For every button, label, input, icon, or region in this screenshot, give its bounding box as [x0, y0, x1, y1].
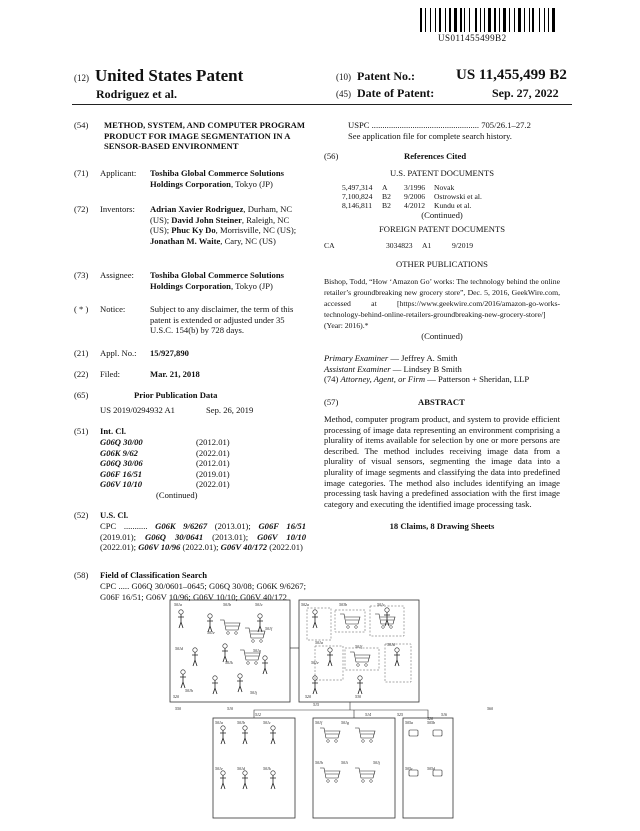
int-cl-class: G06K 9/62: [100, 447, 138, 458]
code-74: (74): [324, 374, 339, 385]
code-65: (65): [74, 390, 89, 400]
person-figure: [243, 771, 247, 775]
person-figure: [258, 614, 262, 618]
applicant-label: Applicant:: [100, 168, 137, 178]
prior-pub-heading: Prior Publication Data: [134, 390, 218, 400]
left-column: [74, 120, 306, 614]
person-figure: [178, 614, 184, 628]
applicant-short: Rodriguez et al.: [96, 87, 177, 101]
primary-examiner-label: Primary Examiner: [324, 353, 389, 364]
code-10: (10): [336, 72, 351, 82]
fig-category-label: 501h: [315, 760, 323, 765]
code-21: (21): [74, 348, 89, 358]
fig-scene-label: 501c: [255, 602, 263, 607]
person-figure: [237, 678, 243, 692]
code-52: (52): [74, 510, 89, 520]
us-cl-value: [100, 521, 306, 553]
foreign-doc-row: [324, 241, 560, 251]
person-figure: [221, 726, 225, 730]
int-cl-date: (2019.01): [196, 468, 230, 479]
cpc-date: (2013.01);: [207, 521, 259, 531]
assignee-name: Toshiba Global Commerce Solutions Holdings Corporation: [150, 270, 284, 291]
us-doc-row: [324, 201, 560, 210]
cart-figure: [375, 614, 395, 624]
person-figure: [220, 775, 226, 789]
person-figure: [312, 680, 318, 694]
claims-count: 18 Claims, 8 Drawing Sheets: [389, 521, 495, 532]
int-cl-table: [100, 437, 300, 501]
field-56: [324, 151, 560, 162]
person-figure: [208, 614, 212, 618]
fig-segment-label: 501e: [311, 660, 319, 665]
fig-scene-label: 501g: [253, 648, 261, 653]
inventor-loc: , Morrisville, NC (US);: [215, 225, 297, 236]
fig-category-label: 505c: [405, 766, 413, 771]
cart-figure: [355, 728, 375, 738]
doc-date: 9/2006: [404, 191, 426, 201]
fig-scene-label: 501j: [250, 690, 258, 695]
fig-category-label: 501i: [341, 760, 349, 765]
assistant-examiner-label: Assistant Examiner: [324, 363, 391, 374]
fig-category-label: 501k: [263, 766, 271, 771]
inventors-label: Inventors:: [100, 204, 135, 214]
fig-ref-label: 560: [487, 706, 493, 711]
person-figure: [243, 726, 247, 730]
fig-category-label: 505b: [427, 720, 435, 725]
code-51: (51): [74, 426, 89, 436]
fig-category-label: 501f: [315, 720, 323, 725]
person-figure: [327, 652, 333, 666]
person-figure: [242, 730, 248, 744]
fig-ref-label: 526: [427, 716, 433, 721]
references-heading: References Cited: [404, 151, 467, 162]
cart-figure: [320, 768, 340, 778]
item-figure: [409, 730, 418, 736]
barcode: [420, 8, 558, 32]
fig-segment-label: 503b: [339, 602, 347, 607]
us-cl-label: U.S. Cl.: [100, 510, 129, 520]
abstract-text: Method, computer program product, and system to provide efficient processing of image data representing an environment comprising a plurality of items available for selection by one or more persons are described. The method includes receiving image data from a plurality of visual sensors, segmenting the image data into a plurality of image segments and classifying the data into predefined image categories. The method also includes identifying an image processing task having a predefined association with the first image category and executing the identified image processing task.: [324, 413, 560, 509]
patent-number: US 11,455,499 B2: [456, 67, 567, 83]
cart-figure: [350, 652, 370, 662]
doc-name: Kundu et al.: [434, 200, 472, 210]
figure-drawing: [165, 598, 545, 826]
int-cl-class: G06V 10/10: [100, 479, 143, 490]
int-cl-date: (2012.01): [196, 437, 230, 447]
header-rule: [72, 104, 572, 105]
person-figure: [358, 676, 362, 680]
int-cl-class: G06Q 30/06: [100, 458, 143, 469]
cart-figure: [355, 768, 375, 778]
fig-category-label: 505d: [427, 766, 435, 771]
doc-kind: A1: [422, 240, 432, 250]
cpc-date: (2022.01);: [180, 542, 221, 553]
appl-no: 15/927,890: [150, 348, 189, 358]
inventor-loc: , Raleigh, NC (US);: [150, 214, 290, 236]
patent-date: Sep. 27, 2022: [492, 86, 559, 100]
fig-ref-label: 515: [313, 702, 319, 707]
patent-type-heading: [74, 66, 243, 86]
cart-figure: [245, 628, 265, 638]
inventor-name: Adrian Xavier Rodriguez: [150, 204, 244, 214]
doc-number: 5,497,314: [342, 182, 373, 192]
fig-scene-label: 501e: [207, 630, 215, 635]
other-pubs-heading: OTHER PUBLICATIONS: [396, 258, 488, 269]
int-cl-row: [100, 458, 300, 469]
us-patent-docs-heading: U.S. PATENT DOCUMENTS: [389, 168, 495, 179]
fig-segment-label: 501f: [355, 644, 363, 649]
abstract-heading: ABSTRACT: [418, 396, 465, 407]
document-number: US011455499B2: [438, 33, 507, 43]
cpc-class: G06K 9/6267: [155, 521, 208, 531]
person-figure: [192, 652, 198, 666]
fig-segment-label: 502a: [301, 602, 309, 607]
int-cl-class: G06Q 30/00: [100, 437, 143, 447]
fig-ref-label: 512: [255, 712, 261, 717]
code-56: (56): [324, 151, 339, 162]
filed-label: Filed:: [100, 369, 121, 379]
int-cl-row: [100, 479, 300, 490]
patent-title-banner: United States Patent: [95, 66, 244, 85]
person-figure: [193, 648, 197, 652]
notice: [74, 304, 306, 338]
item-figure: [433, 730, 442, 736]
code-54: (54): [74, 120, 89, 130]
person-figure: [271, 726, 275, 730]
field-57: [324, 397, 560, 408]
field-72: [74, 204, 306, 256]
field-21: [74, 348, 306, 359]
fig-category-label: 501g: [341, 720, 349, 725]
fig-scene-label: 501f: [265, 626, 273, 631]
foreign-docs-heading: FOREIGN PATENT DOCUMENTS: [378, 224, 506, 235]
int-cl-label: Int. Cl.: [100, 426, 127, 436]
person-figure: [238, 674, 242, 678]
field-73: [74, 270, 306, 294]
date-label: Date of Patent:: [357, 86, 435, 100]
us-docs-continued: (Continued): [421, 209, 463, 220]
cart-figure: [340, 614, 360, 624]
field-search-label: Field of Classification Search: [100, 570, 208, 580]
inventor-name: Phuc Ky Do: [171, 225, 216, 236]
doc-number: 8,146,811: [342, 200, 373, 210]
invention-title: METHOD, SYSTEM, AND COMPUTER PROGRAM PRODUCT FOR IMAGE SEGMENTATION IN A SENSOR-BASED ENVIRONMENT: [104, 120, 306, 152]
representative-figure: [165, 598, 545, 826]
primary-examiner: [324, 353, 560, 364]
person-figure: [257, 618, 263, 632]
person-figure: [385, 608, 389, 612]
fig-category-label: 501d: [237, 766, 245, 771]
cart-figure: [220, 620, 240, 630]
fig-scene-label: 501b: [223, 602, 231, 607]
int-cl-date: (2022.01): [196, 479, 230, 490]
prior-pub-date: Sep. 26, 2019: [206, 405, 254, 415]
fig-scene-label: 501h: [185, 688, 193, 693]
applicant-location: , Tokyo (JP): [230, 178, 273, 189]
person-figure: [395, 648, 399, 652]
code-57: (57): [324, 396, 339, 407]
cpc-label: CPC ...........: [100, 521, 148, 531]
fig-category-label: 501b: [237, 720, 245, 725]
doc-kind: B2: [382, 191, 391, 201]
inventors-value: [150, 204, 306, 246]
code-45: (45): [336, 89, 351, 99]
code-71: (71): [74, 168, 89, 178]
person-figure: [180, 674, 186, 688]
int-cl-class: G06F 16/51: [100, 468, 143, 479]
code-58: (58): [74, 570, 89, 580]
person-figure: [394, 652, 400, 666]
cpc-class: G06V 10/96: [138, 542, 181, 553]
notice-label: Notice:: [100, 304, 126, 314]
code-22: (22): [74, 369, 89, 379]
us-docs-table: [324, 183, 560, 210]
fig-ref-label: 514: [365, 712, 371, 717]
int-cl-date: (2012.01): [196, 458, 230, 469]
fig-ref-label: 550: [175, 706, 181, 711]
fig-ref-label: 510: [227, 706, 233, 711]
int-cl-continued: (Continued): [156, 489, 198, 500]
us-doc-row: [324, 183, 560, 192]
fig-ref-label: 520: [305, 694, 311, 699]
int-cl-row: [100, 448, 300, 459]
code-notice: ( * ): [74, 304, 89, 314]
inventor-loc: , Durham, NC (US);: [150, 204, 293, 225]
fig-category-label: 501c: [263, 720, 271, 725]
fig-scene-label: 501d: [175, 646, 183, 651]
applicant-name: Toshiba Global Commerce Solutions Holdings Corporation: [150, 168, 284, 189]
person-figure: [262, 660, 268, 674]
right-column: [324, 120, 560, 532]
person-figure: [270, 730, 276, 744]
applicant-value: [150, 168, 302, 189]
attorney: [324, 374, 560, 385]
code-73: (73): [74, 270, 89, 280]
person-figure: [357, 680, 363, 694]
cpc-date: (2022.01);: [100, 542, 139, 553]
person-figure: [328, 648, 332, 652]
other-pubs-continued: (Continued): [421, 330, 463, 341]
person-figure: [221, 771, 225, 775]
fig-ref-label: 525: [397, 712, 403, 717]
fig-category-label: 501a: [215, 720, 223, 725]
primary-examiner-name: — Jeffrey A. Smith: [388, 353, 458, 364]
cpc-class: G06V 10/10: [257, 531, 306, 542]
code-72: (72): [74, 204, 89, 214]
inventor-name: David John Steiner: [171, 214, 242, 225]
doc-date: 4/2012: [404, 200, 426, 210]
filed-date: Mar. 21, 2018: [150, 369, 200, 379]
inventor-name: Jonathan M. Waite: [150, 235, 221, 246]
person-figure: [242, 775, 248, 789]
segmented-panel: [299, 600, 419, 702]
cpc-date: (2013.01);: [203, 531, 258, 542]
fig-category-label: 505a: [405, 720, 413, 725]
patent-number-label: Patent No.:: [357, 69, 415, 83]
person-figure: [312, 614, 318, 628]
notice-text: Subject to any disclaimer, the term of this patent is extended or adjusted under 35 U.S.C. 154(b) by 728 days.: [150, 304, 294, 336]
see-application: See application file for complete search history.: [348, 130, 512, 141]
fig-segment-label: 501c: [377, 602, 385, 607]
cpc-date: (2019.01);: [100, 531, 145, 542]
doc-kind: A: [382, 182, 388, 192]
cpc-class: G06V 40/172: [220, 542, 268, 553]
doc-date: 3/1996: [404, 182, 426, 192]
fig-scene-label: 501k: [225, 660, 233, 665]
field-51: [74, 426, 306, 502]
field-71: [74, 168, 306, 198]
doc-number: 7,100,824: [342, 191, 373, 201]
fig-segment-label: 501a: [315, 640, 323, 645]
assignee-location: , Tokyo (JP): [230, 280, 273, 291]
person-figure: [179, 610, 183, 614]
appl-no-label: Appl. No.:: [100, 348, 137, 358]
code-12: (12): [74, 73, 89, 83]
person-figure: [271, 771, 275, 775]
assistant-examiner-name: — Lindsey B Smith: [390, 363, 462, 374]
us-doc-row: [324, 192, 560, 201]
person-figure: [181, 670, 185, 674]
assignee-value: [150, 270, 302, 291]
fig-ref-label: 516: [441, 712, 447, 717]
field-52: [74, 510, 306, 562]
doc-kind: B2: [382, 200, 391, 210]
date-row: [336, 86, 559, 101]
doc-name: Novak: [434, 182, 455, 192]
other-pub-citation: Bishop, Todd, “How ‘Amazon Go’ works: The technology behind the online retailer’s groundbreaking new grocery store”, Dec. 5, 2016, GeekWire.com, accessed at [https://www.geekwire.com/2016/amazon-go-works-technology-behind-online-retailers-groundbreaking-new-grocery-store/] (Year: 2016).*: [324, 276, 560, 330]
person-figure: [223, 644, 227, 648]
person-figure: [213, 676, 217, 680]
fig-category-label: 501e: [215, 766, 223, 771]
fig-ref-label: 520: [173, 694, 179, 699]
uspc-line: USPC .................................................. 705/26.1–27.2: [348, 120, 531, 130]
person-figure: [270, 775, 276, 789]
scene-panel: [170, 600, 290, 702]
cpc-class: G06F 16/51: [258, 521, 307, 531]
person-figure: [313, 610, 317, 614]
field-search-value: CPC ..... G06Q 30/0601–0645; G06Q 30/08; G06K 9/6267; G06F 16/51; G06V 10/96; G06V 10/10; G06V 40/172: [100, 581, 306, 602]
field-22: [74, 369, 306, 380]
int-cl-row: [100, 437, 300, 448]
person-figure: [263, 656, 267, 660]
doc-country: CA: [324, 240, 335, 250]
fig-segment-label: 501d: [387, 642, 395, 647]
cpc-date: (2022.01): [267, 542, 303, 553]
field-65: [74, 390, 306, 416]
assistant-examiner: [324, 364, 560, 375]
attorney-name: — Patterson + Sheridan, LLP: [425, 374, 530, 385]
fig-scene-label: 501a: [174, 602, 182, 607]
person-figure: [220, 730, 226, 744]
doc-number: 3034823: [386, 240, 413, 250]
cart-figure: [320, 728, 340, 738]
attorney-label: Attorney, Agent, or Firm: [340, 374, 426, 385]
doc-name: Ostrowski et al.: [434, 191, 482, 201]
inventor-loc: , Cary, NC (US): [220, 235, 276, 246]
int-cl-date: (2022.01): [196, 447, 230, 458]
doc-date: 9/2019: [452, 240, 474, 250]
field-54: [74, 120, 306, 162]
fig-ref-label: 530: [355, 694, 361, 699]
int-cl-row: [100, 469, 300, 480]
cpc-class: G06Q 30/0641: [145, 531, 204, 542]
person-figure: [212, 680, 218, 694]
assignee-label: Assignee:: [100, 270, 134, 280]
prior-pub-number: US 2019/0294932 A1: [100, 405, 175, 415]
fig-category-label: 501j: [373, 760, 381, 765]
patent-number-row: [336, 67, 567, 84]
